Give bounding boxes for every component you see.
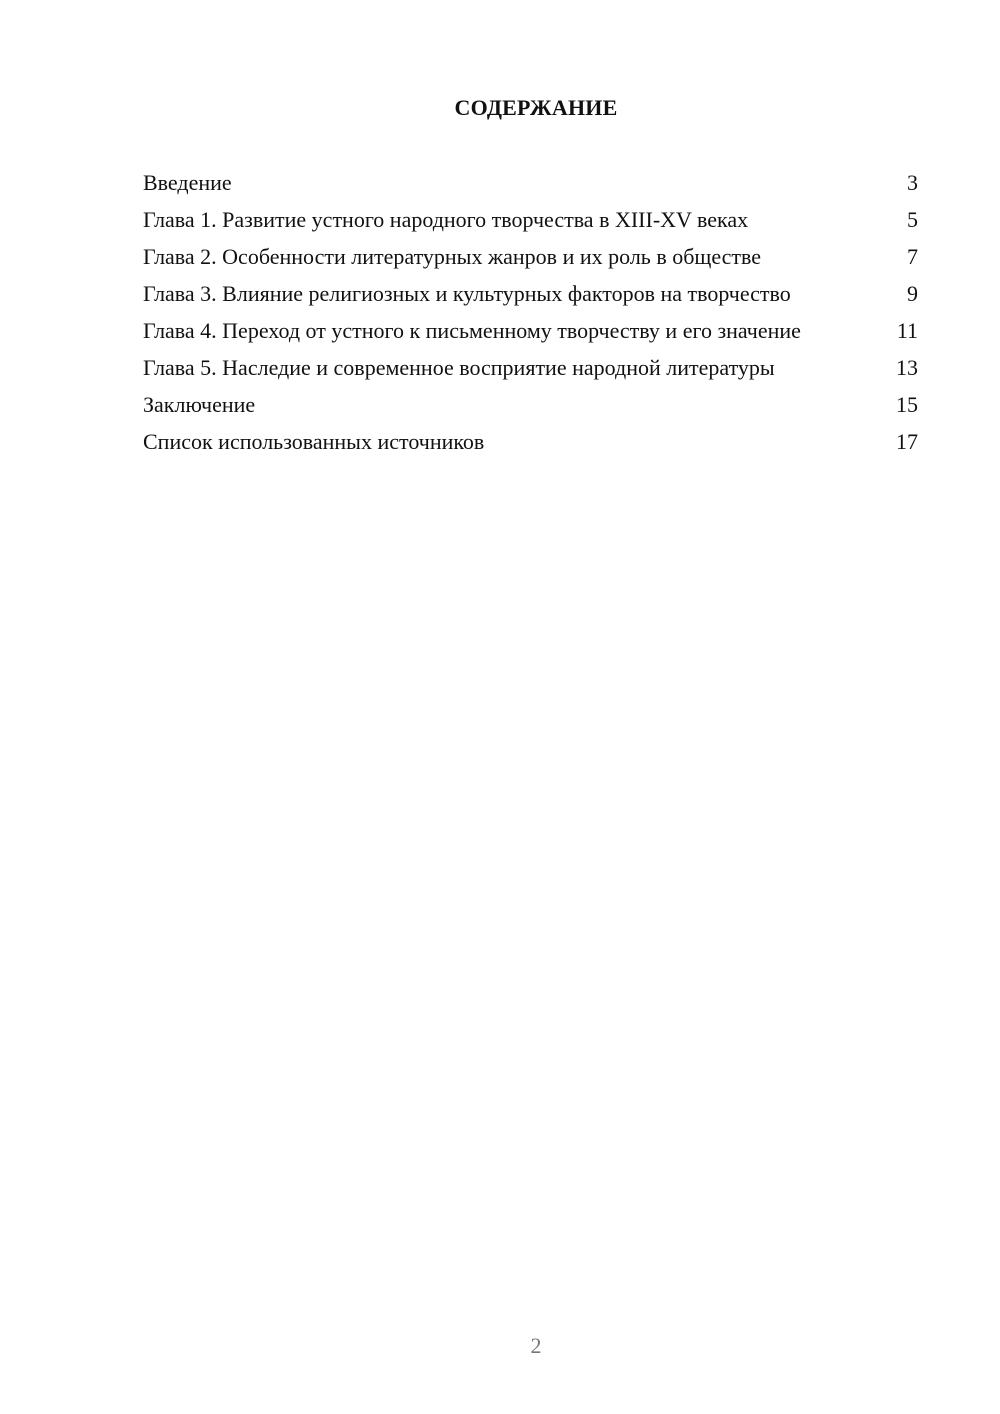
page-title: СОДЕРЖАНИЕ <box>454 95 618 120</box>
toc-entry-page: 11 <box>896 318 918 343</box>
toc-entry-text: Список использованных источников <box>143 429 485 454</box>
toc-entry-chapter-2[interactable] <box>143 243 918 270</box>
toc-entry-page: 3 <box>907 170 918 195</box>
toc-entry-page: 15 <box>896 392 918 417</box>
page-number: 2 <box>530 1333 542 1358</box>
toc-entry-chapter-1[interactable] <box>143 206 918 233</box>
toc-entry-page: 17 <box>896 429 918 454</box>
toc-entry-chapter-4[interactable] <box>143 317 918 344</box>
table-of-contents <box>143 169 918 465</box>
toc-entry-introduction[interactable] <box>143 169 918 196</box>
toc-entry-text: Глава 4. Переход от устного к письменному творчеству и его значение <box>143 318 801 343</box>
toc-entry-text: Глава 1. Развитие устного народного творчества в XIII-XV веках <box>143 207 749 232</box>
toc-entry-page: 5 <box>907 207 918 232</box>
toc-entry-text: Глава 5. Наследие и современное восприятие народной литературы <box>143 355 775 380</box>
toc-entry-text: Глава 2. Особенности литературных жанров и их роль в обществе <box>143 244 762 269</box>
toc-entry-chapter-3[interactable] <box>143 280 918 307</box>
toc-entry-conclusion[interactable] <box>143 391 918 418</box>
toc-entry-text: Введение <box>143 170 232 195</box>
toc-entry-page: 13 <box>896 355 918 380</box>
toc-entry-text: Заключение <box>143 392 256 417</box>
toc-entry-page: 7 <box>907 244 918 269</box>
toc-entry-references[interactable] <box>143 428 918 455</box>
toc-entry-text: Глава 3. Влияние религиозных и культурных факторов на творчество <box>143 281 791 306</box>
toc-entry-page: 9 <box>907 281 918 306</box>
toc-entry-chapter-5[interactable] <box>143 354 918 381</box>
